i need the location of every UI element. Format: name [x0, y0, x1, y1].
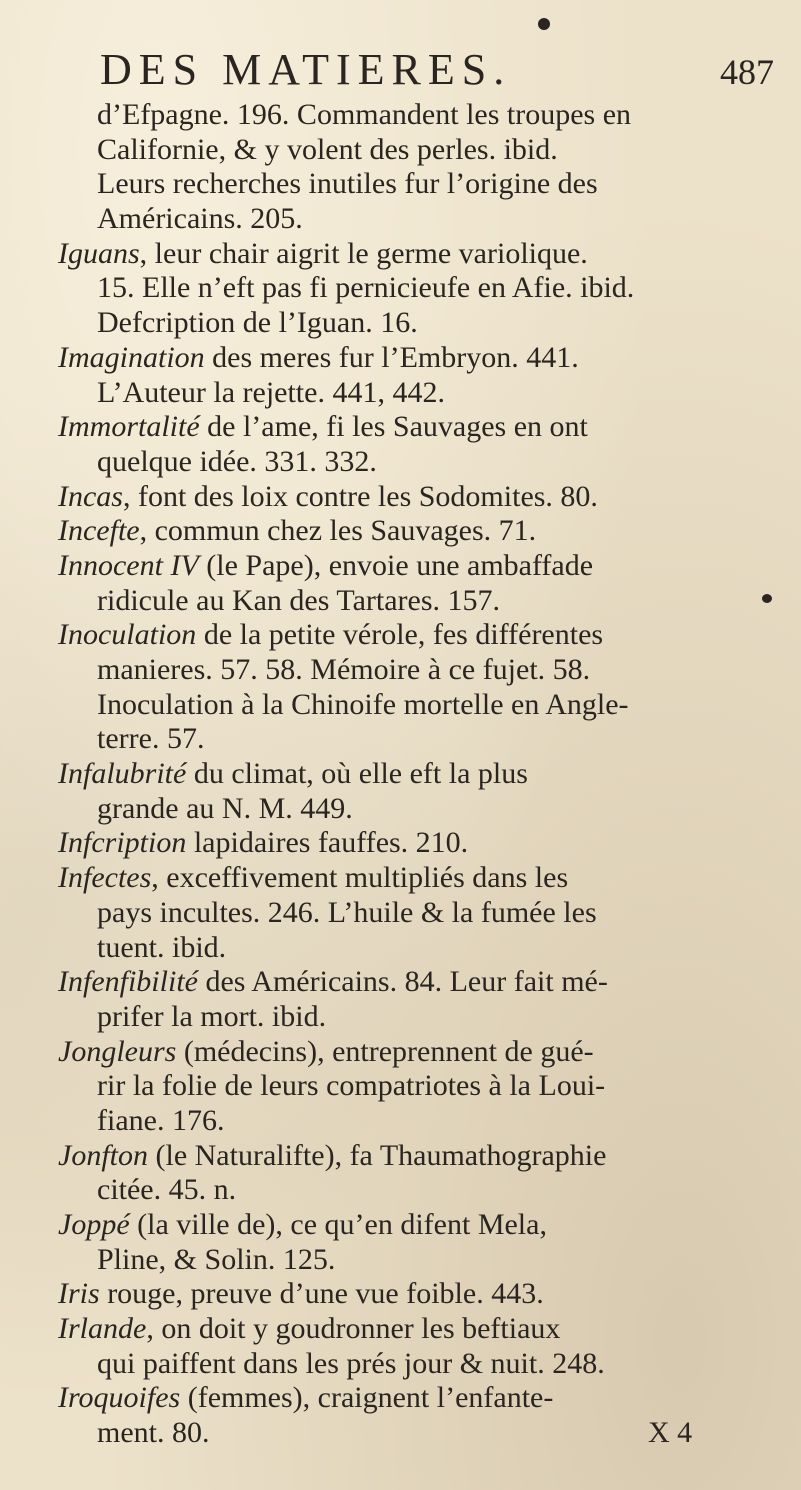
entry-headword: Jongleurs [58, 1034, 177, 1068]
entry-text: L’Auteur la rejette. 441, 442. [97, 375, 445, 409]
entry-text: qui paiffent dans les prés jour & nuit. 248. [97, 1346, 605, 1380]
entry-headword: Infectes [58, 861, 152, 895]
index-entry-headword-line [0, 549, 801, 584]
index-entry-line [0, 1347, 801, 1382]
index-entry-headword-line [0, 965, 801, 1000]
entry-text: grande au N. M. 449. [97, 791, 353, 825]
entry-text: quelque idée. 331. 332. [97, 444, 377, 478]
entry-text: du climat, où elle eft la plus [186, 757, 528, 791]
entry-text: 15. Elle n’eft pas fi pernicieufe en Afie. ibid. [97, 271, 635, 305]
index-entry-line [0, 722, 801, 757]
entry-text: des meres fur l’Embryon. 441. [204, 340, 579, 374]
entry-text: lapidaires fauffes. 210. [186, 826, 469, 860]
index-entry-headword-line [0, 618, 801, 653]
index-entry-headword-line [0, 1381, 801, 1416]
index-entry-headword-line [0, 237, 801, 272]
index-entry-line [0, 445, 801, 480]
entry-text: (femmes), craignent l’enfante- [180, 1381, 554, 1415]
entry-text: ridicule au Kan des Tartares. 157. [97, 583, 501, 617]
index-entry-headword-line [0, 1139, 801, 1174]
entry-text: Pline, & Solin. 125. [97, 1242, 336, 1276]
index-entry-headword-line [0, 1035, 801, 1070]
entry-text: , font des loix contre les Sodomites. 80. [122, 479, 598, 513]
index-entry-line [0, 133, 801, 168]
entry-text: tuent. ibid. [97, 930, 227, 964]
entry-text: , on doit y goudronner les beftiaux [146, 1312, 561, 1346]
entry-text: Inoculation à la Chinoife mortelle en Angle- [97, 687, 629, 721]
entry-headword: Joppé [58, 1208, 130, 1241]
entry-headword: Imagination [58, 340, 205, 374]
page-number: 487 [720, 52, 774, 92]
index-entry-headword-line [0, 861, 801, 896]
entry-headword: Immortalité [58, 410, 200, 444]
index-entry-line [0, 202, 801, 237]
running-title: DES MATIERES. [100, 45, 512, 94]
index-entry-line [0, 1000, 801, 1035]
index-entry-line [0, 376, 801, 411]
page-header [90, 44, 780, 96]
entry-headword: Incefte [58, 514, 140, 548]
index-entry-line [0, 1069, 801, 1104]
index-entry-headword-line [0, 514, 801, 549]
entry-text: terre. 57. [97, 722, 205, 756]
signature-mark: X 4 [648, 1416, 693, 1450]
ornament-dot [538, 18, 550, 30]
entry-text: fiane. 176. [97, 1103, 225, 1137]
entry-text: (le Pape), envoie une ambaffade [198, 548, 594, 582]
index-entry-line [0, 1173, 801, 1208]
entry-headword: Inoculation [58, 618, 197, 652]
entry-headword: Iris [58, 1277, 100, 1311]
entry-text: manieres. 57. 58. Mémoire à ce fujet. 58. [97, 653, 591, 686]
entry-text: d’Efpagne. 196. Commandent les troupes en [97, 98, 632, 131]
entry-headword: Infenfibilité [58, 965, 198, 999]
entry-headword: Iroquoifes [58, 1381, 181, 1415]
ink-spot [762, 594, 772, 603]
index-entry-headword-line [0, 341, 801, 376]
index-entry-line [0, 1243, 801, 1278]
entry-text: de la petite vérole, fes différentes [196, 618, 604, 652]
index-entries [0, 98, 801, 1451]
index-entry-line [0, 167, 801, 202]
index-entry-line [0, 1416, 801, 1451]
index-entry-line [0, 653, 801, 688]
entry-text: rouge, preuve d’une vue foible. 443. [99, 1277, 544, 1311]
entry-headword: Infalubrité [58, 757, 187, 791]
entry-text: Américains. 205. [97, 202, 303, 236]
index-entry-headword-line [0, 410, 801, 445]
entry-headword: Incas [58, 479, 123, 513]
entry-text: , commun chez les Sauvages. 71. [139, 514, 537, 548]
entry-headword: Infcription [58, 826, 187, 860]
index-entry-line [0, 688, 801, 723]
index-entry-line [0, 271, 801, 306]
entry-text: Defcription de l’Iguan. 16. [97, 306, 418, 340]
entry-text: (médecins), entreprennent de gué- [176, 1034, 594, 1068]
index-entry-headword-line [0, 1312, 801, 1347]
index-entry-headword-line [0, 826, 801, 861]
index-entry-line [0, 584, 801, 619]
entry-headword: Jonfton [58, 1138, 148, 1172]
index-entry-headword-line [0, 757, 801, 792]
index-entry-line [0, 896, 801, 931]
index-entry-headword-line [0, 1277, 801, 1312]
entry-text: de l’ame, fi les Sauvages en ont [199, 410, 588, 444]
index-entry-line [0, 792, 801, 827]
entry-text: Leurs recherches inutiles fur l’origine des [97, 167, 598, 201]
entry-text: ment. 80. [97, 1416, 210, 1450]
index-entry-line [0, 1104, 801, 1139]
entry-text: (le Naturalifte), fa Thaumathographie [148, 1138, 607, 1172]
index-entry-headword-line [0, 480, 801, 515]
entry-text: citée. 45. n. [97, 1173, 237, 1207]
index-entry-line [0, 98, 801, 133]
entry-text: prifer la mort. ibid. [97, 999, 327, 1033]
index-entry-line [0, 306, 801, 341]
entry-text: Californie, & y volent des perles. ibid. [97, 132, 558, 166]
entry-text: , exceffivement multipliés dans les [151, 861, 569, 895]
entry-text: , leur chair aigrit le germe variolique. [139, 236, 588, 270]
entry-headword: Irlande [58, 1312, 147, 1346]
entry-text: pays incultes. 246. L’huile & la fumée les [97, 895, 597, 929]
entry-headword: Innocent IV [58, 548, 199, 582]
entry-headword: Iguans [58, 236, 140, 270]
entry-text: (la ville de), ce qu’en difent Mela, [129, 1208, 547, 1241]
entry-text: des Américains. 84. Leur fait mé- [197, 965, 608, 999]
index-entry-headword-line [0, 1208, 801, 1243]
entry-text: rir la folie de leurs compatriotes à la Loui- [97, 1069, 606, 1103]
index-entry-line [0, 931, 801, 966]
